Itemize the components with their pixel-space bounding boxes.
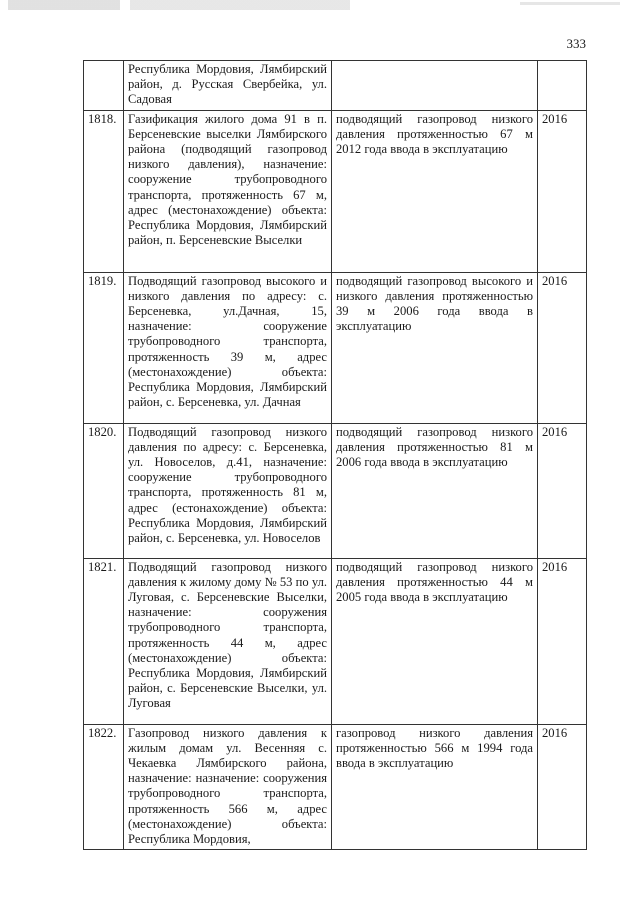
object-description: подводящий газопровод высокого и низкого давления протяженностью 39 м 2006 года ввода в эксплуатацию bbox=[332, 272, 538, 423]
registry-table bbox=[83, 60, 587, 850]
table-row bbox=[84, 110, 587, 272]
object-name: Подводящий газопровод низкого давления к жилому дому № 53 по ул. Луговая, с. Берсеневские Выселки, назначение: сооружения трубопроводного транспорта, протяженность 44 м, адрес (местонахождение) объекта: Республика Мордовия, Лямбирский район, с. Берсеневские Выселки, ул. Луговая bbox=[124, 558, 332, 724]
object-year: 2016 bbox=[538, 558, 587, 724]
object-year: 2016 bbox=[538, 110, 587, 272]
row-number: 1820. bbox=[84, 423, 124, 558]
object-year: 2016 bbox=[538, 272, 587, 423]
object-name: Газопровод низкого давления к жилым домам ул. Весенняя с. Чекаевка Лямбирского района, назначение: назначение: сооружения трубопроводного транспорта, протяженность 566 м, адрес (местонахождение) объекта: Республика Мордовия, bbox=[124, 724, 332, 850]
object-name: Подводящий газопровод высокого и низкого давления по адресу: с. Берсеневка, ул.Дачная, 15, назначение: сооружение трубопроводного транспорта, протяженность 39 м, адрес (местонахождение) объекта: Республика Мордовия, Лямбирский район, с. Берсеневка, ул. Дачная bbox=[124, 272, 332, 423]
row-number: 1822. bbox=[84, 724, 124, 850]
object-description: подводящий газопровод низкого давления протяженностью 67 м 2012 года ввода в эксплуатацию bbox=[332, 110, 538, 272]
row-number: 1821. bbox=[84, 558, 124, 724]
table-row bbox=[84, 272, 587, 423]
object-year: 2016 bbox=[538, 423, 587, 558]
table-row bbox=[84, 61, 587, 111]
object-description bbox=[332, 61, 538, 111]
row-number bbox=[84, 61, 124, 111]
page-number: 333 bbox=[566, 36, 586, 51]
object-year: 2016 bbox=[538, 724, 587, 850]
row-number: 1818. bbox=[84, 110, 124, 272]
object-description: газопровод низкого давления протяженностью 566 м 1994 года ввода в эксплуатацию bbox=[332, 724, 538, 850]
object-description: подводящий газопровод низкого давления протяженностью 44 м 2005 года ввода в эксплуатацию bbox=[332, 558, 538, 724]
scan-edge-artifact-right bbox=[520, 2, 620, 5]
object-name: Республика Мордовия, Лямбирский район, д. Русская Свербейка, ул. Садовая bbox=[124, 61, 332, 111]
object-name: Подводящий газопровод низкого давления по адресу: с. Берсеневка, ул. Новоселов, д.41, назначение: сооружение трубопроводного транспорта, протяженность 81 м, адрес (естонахождение) объекта: Республика Мордовия, Лямбирский район, с. Берсеневка, ул. Новоселов bbox=[124, 423, 332, 558]
table-row bbox=[84, 558, 587, 724]
table-row bbox=[84, 724, 587, 850]
object-description: подводящий газопровод низкого давления протяженностью 81 м 2006 года ввода в эксплуатацию bbox=[332, 423, 538, 558]
row-number: 1819. bbox=[84, 272, 124, 423]
object-name: Газификация жилого дома 91 в п. Берсеневские выселки Лямбирского района (подводящий газопровод низкого давления), назначение: сооружение трубопроводного транспорта, протяженность 67 м, адрес (местонахождение) объекта: Республика Мордовия, Лямбирский район, п. Берсеневские Выселки bbox=[124, 110, 332, 272]
table-row bbox=[84, 423, 587, 558]
object-year bbox=[538, 61, 587, 111]
